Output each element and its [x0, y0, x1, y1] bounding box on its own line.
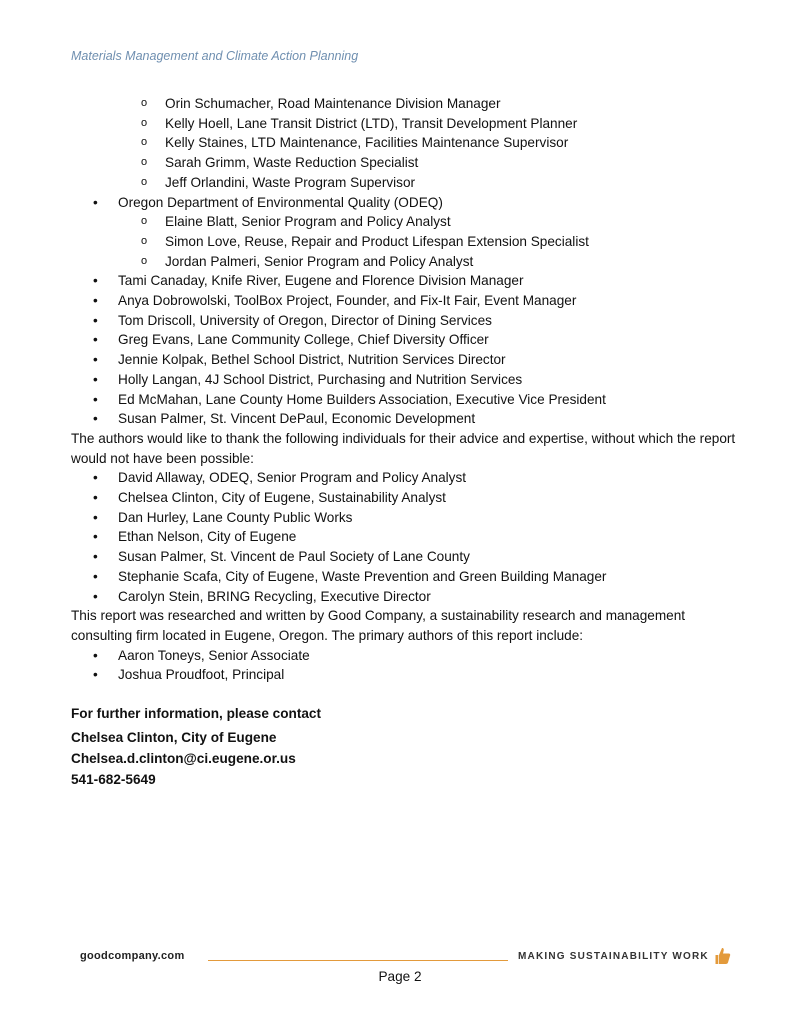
authors-list — [71, 646, 741, 685]
footer-divider-line — [208, 960, 508, 961]
list-item: • Jennie Kolpak, Bethel School District, Nutrition Services Director — [71, 350, 741, 370]
list-item: o Jordan Palmeri, Senior Program and Policy Analyst — [118, 252, 741, 272]
list-item: o Kelly Staines, LTD Maintenance, Facilities Maintenance Supervisor — [71, 133, 741, 153]
list-item: • Susan Palmer, St. Vincent de Paul Society of Lane County — [71, 547, 741, 567]
list-item: • Stephanie Scafa, City of Eugene, Waste Prevention and Green Building Manager — [71, 567, 741, 587]
list-item: • Ethan Nelson, City of Eugene — [71, 527, 741, 547]
list-item: o Sarah Grimm, Waste Reduction Specialist — [71, 153, 741, 173]
contact-email: Chelsea.d.clinton@ci.eugene.or.us — [71, 751, 296, 767]
list-item: • Susan Palmer, St. Vincent DePaul, Economic Development — [71, 409, 741, 429]
list-item: o Orin Schumacher, Road Maintenance Division Manager — [71, 94, 741, 114]
list-item-odeq — [71, 193, 741, 272]
list-item: o Elaine Blatt, Senior Program and Policy Analyst — [118, 212, 741, 232]
list-item: o Kelly Hoell, Lane Transit District (LTD), Transit Development Planner — [71, 114, 741, 134]
odeq-label: Oregon Department of Environmental Quality (ODEQ) — [118, 194, 443, 210]
list-item: • Anya Dobrowolski, ToolBox Project, Founder, and Fix-It Fair, Event Manager — [71, 291, 741, 311]
list-item: • Ed McMahan, Lane County Home Builders Association, Executive Vice President — [71, 390, 741, 410]
list-item: o Simon Love, Reuse, Repair and Product Lifespan Extension Specialist — [118, 232, 741, 252]
thumbs-up-icon — [715, 947, 731, 965]
contact-name: Chelsea Clinton, City of Eugene — [71, 730, 277, 746]
list-item: • David Allaway, ODEQ, Senior Program and Policy Analyst — [71, 468, 741, 488]
footer-tagline: MAKING SUSTAINABILITY WORK — [518, 951, 709, 962]
advisors-intro-paragraph: The authors would like to thank the following individuals for their advice and expertise, without which the report would not have been possible: — [71, 430, 736, 466]
authors-intro-paragraph: This report was researched and written by Good Company, a sustainability research and management consulting firm located in Eugene, Oregon. The primary authors of this report include: — [71, 608, 686, 643]
advisors-list — [71, 468, 741, 606]
page-content — [71, 94, 741, 790]
list-item: • Tom Driscoll, University of Oregon, Director of Dining Services — [71, 311, 741, 331]
list-item: • Chelsea Clinton, City of Eugene, Sustainability Analyst — [71, 488, 741, 508]
page-footer — [80, 947, 732, 967]
list-item: • Dan Hurley, Lane County Public Works — [71, 508, 741, 528]
contact-heading: For further information, please contact — [71, 706, 322, 722]
running-header-title: Materials Management and Climate Action Planning — [71, 49, 359, 63]
list-item: o Jeff Orlandini, Waste Program Supervisor — [71, 173, 741, 193]
acknowledgement-list — [71, 193, 741, 429]
odeq-sub-list — [118, 212, 741, 271]
footer-url: goodcompany.com — [80, 950, 185, 962]
page-number: Page 2 — [378, 969, 422, 984]
list-item: • Greg Evans, Lane Community College, Chief Diversity Officer — [71, 330, 741, 350]
list-item: • Holly Langan, 4J School District, Purchasing and Nutrition Services — [71, 370, 741, 390]
list-item: • Aaron Toneys, Senior Associate — [71, 646, 741, 666]
sub-list-top — [71, 94, 741, 193]
list-item: • Carolyn Stein, BRING Recycling, Executive Director — [71, 587, 741, 607]
list-item: • Joshua Proudfoot, Principal — [71, 665, 741, 685]
contact-phone: 541-682-5649 — [71, 772, 156, 788]
contact-block — [71, 703, 741, 790]
list-item: • Tami Canaday, Knife River, Eugene and Florence Division Manager — [71, 271, 741, 291]
